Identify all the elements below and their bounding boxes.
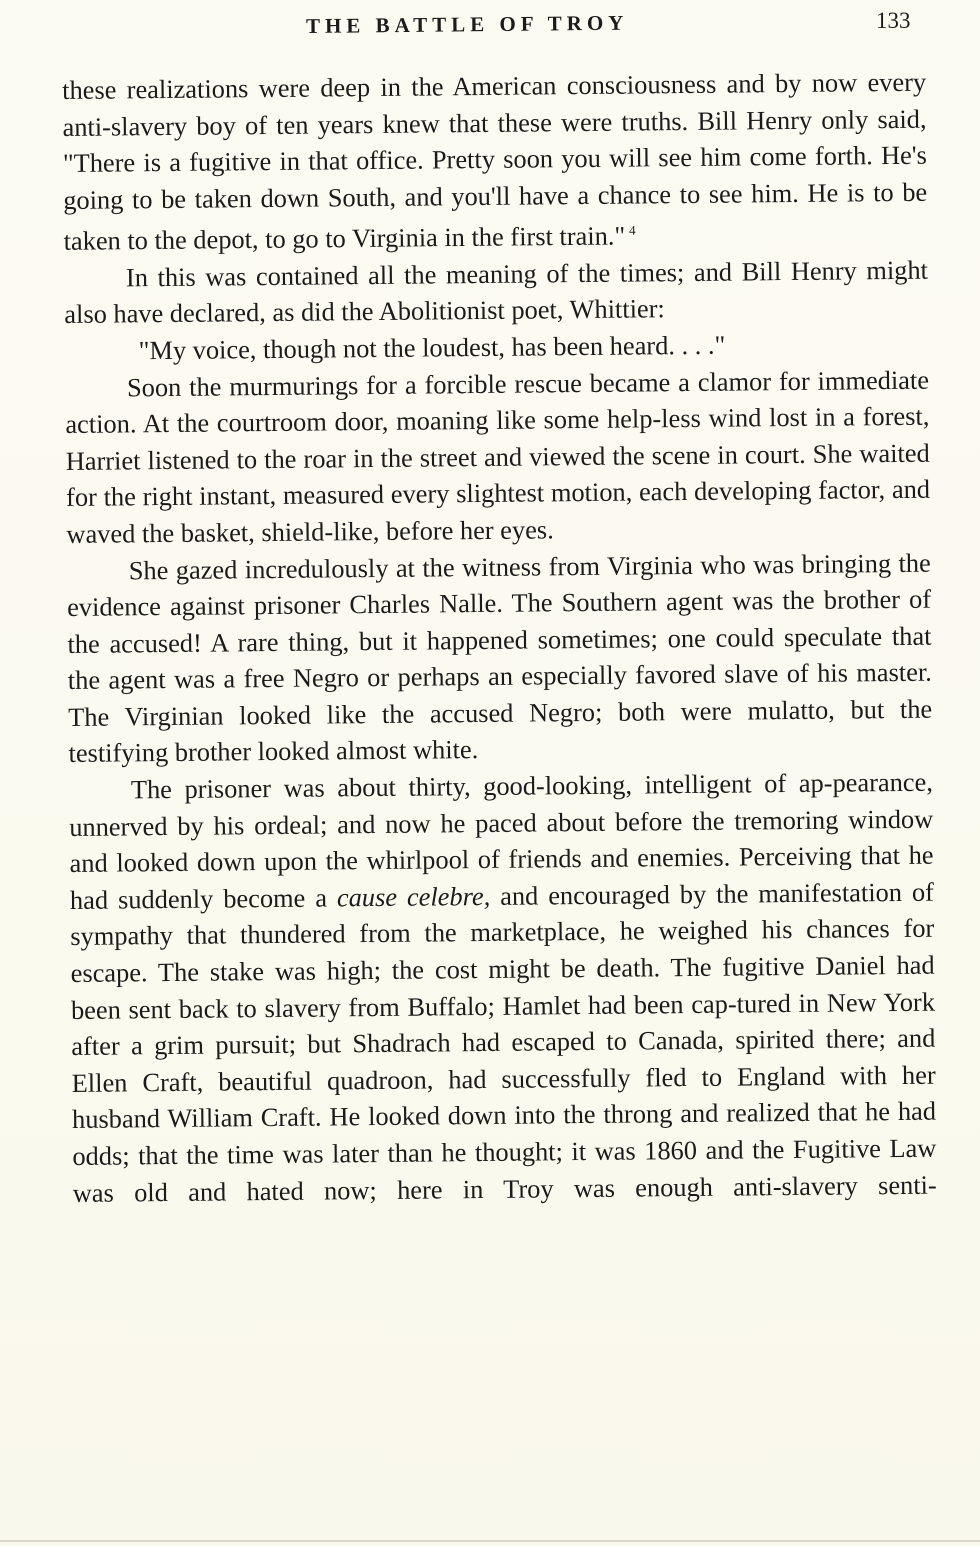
paragraph-5-text-b: and encouraged by the manifestation of sympathy that thundered from the marketplace, he weighed his chances for escape. The stake was high; the cost might be death. The fugitive Daniel had been sent back to slavery from Buffalo; Hamlet had been cap-tured in New York after a grim pursuit; but Shadrach had escaped to Canada, spirited there; and Ellen Craft, beautiful quadroon, had successfully fled to England with her husband William Craft. He looked down into the throng and realized that he had odds; that the time was later than he thought; it was 1860 and the Fugitive Law was old and hated now; here in Troy was enough anti-slavery senti- <box>70 876 937 1208</box>
paragraph-1 <box>62 64 928 260</box>
paragraph-1-text: these realizations were deep in the American consciousness and by now every anti-slavery boy of ten years knew that these were truths. Bill Henry only said, "There is a fugitive in that office. Pretty soon you will see him come forth. He's going to be taken down South, and you'll have a chance to see him. He is to be taken to the depot, to go to Virginia in the first train." <box>62 66 928 257</box>
page-edge <box>0 1540 980 1542</box>
body-text <box>62 64 937 1211</box>
verse-quote: "My voice, though not the loudest, has been heard. . . ." <box>138 329 726 366</box>
paragraph-3: Soon the murmurings for a forcible rescue became a clamor for immediate action. At the courtroom door, moaning like some help-less wind lost in a forest, Harriet listened to the roar in the street and viewed the scene in court. She waited for the right instant, measured every slightest motion, each developing factor, and waved the basket, shield-like, before her eyes. <box>65 364 931 549</box>
paragraph-4: She gazed incredulously at the witness from Virginia who was bringing the evidence against prisoner Charles Nalle. The Southern agent was the brother of the accused! A rare thing, but it happened sometimes; one could speculate that the agent was a free Negro or perhaps an especially favored slave of his master. The Virginian looked like the accused Negro; both were mulatto, but the testifying brother looked almost white. <box>66 547 933 769</box>
running-head: THE BATTLE OF TROY <box>305 10 629 38</box>
footnote-marker: 4 <box>629 222 636 238</box>
paragraph-5-text-a: The prisoner was about thirty, good-looking, intelligent of ap-pearance, unnerved by his ordeal; and now he paced about before the tremoring window and looked down upon the whirlpool of friends and enemies. Perceiving that he had suddenly become a <box>69 766 934 915</box>
foreign-phrase: cause celebre, <box>336 880 491 913</box>
paragraph-5 <box>69 764 937 1211</box>
paragraph-2: In this was contained all the meaning of the times; and Bill Henry might also have declared, as did the Abolitionist poet, Whittier: <box>64 254 929 330</box>
page-number: 133 <box>876 8 911 33</box>
